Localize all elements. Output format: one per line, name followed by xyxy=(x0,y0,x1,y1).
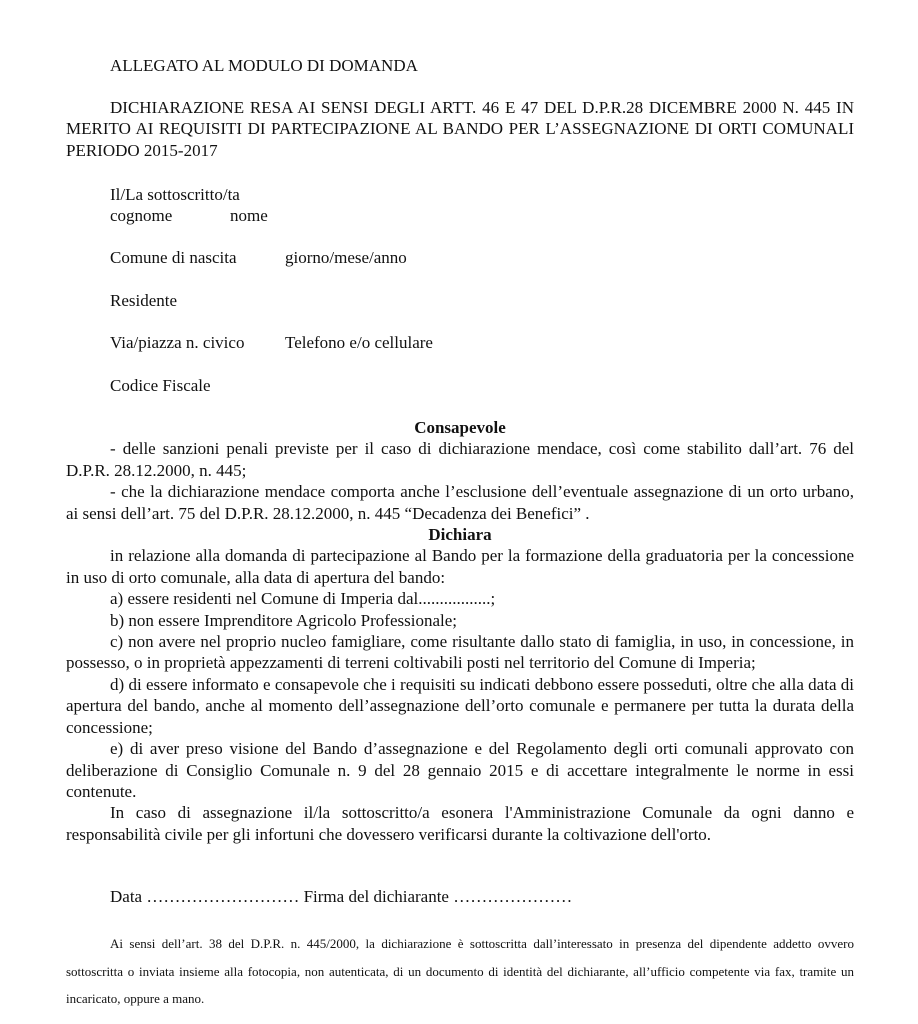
legal-note: Ai sensi dell’art. 38 del D.P.R. n. 445/2000, la dichiarazione è sottoscritta dall’interessato in presenza del dipendente addetto ovvero sottoscritta o inviata insieme alla fotocopia, non autenticata, di un documento di identità del dichiarante, all’ufficio competente via fax, tramite un incaricato, oppure a mano. xyxy=(66,936,854,1006)
dichiara-intro: in relazione alla domanda di partecipazione al Bando per la formazione della graduatoria per la concessione in uso di orto comunale, alla data di apertura del bando: xyxy=(66,546,854,587)
consapevole-item: - che la dichiarazione mendace comporta anche l’esclusione dell’eventuale assegnazione di un orto urbano, ai sensi dell’art. 75 del D.P.R. 28.12.2000, n. 445 “Decadenza dei Benefici” . xyxy=(66,482,854,523)
declaration-body xyxy=(66,417,854,845)
signature-line: Data ……………………… Firma del dichiarante ………………… xyxy=(110,887,573,906)
field-label-comune-nascita: Comune di nascita xyxy=(110,248,237,267)
esonero-paragraph: In caso di assegnazione il/la sottoscritto/a esonera l'Amministrazione Comunale da ogni danno e responsabilità civile per gli infortuni che dovessero verificarsi durante la coltivazione dell'orto. xyxy=(66,803,854,844)
dichiara-item: c) non avere nel proprio nucleo famigliare, come risultante dallo stato di famiglia, in uso, in concessione, in possesso, o in proprietà appezzamenti di terreni coltivabili posti nel territorio del Comune di Imperia; xyxy=(66,632,854,673)
dichiara-item: e) di aver preso visione del Bando d’assegnazione e del Regolamento degli orti comunali approvato con deliberazione di Consiglio Comunale n. 9 del 28 gennaio 2015 e di accettare integralmente le norme in essi contenute. xyxy=(66,739,854,801)
field-label-sottoscritto: Il/La sottoscritto/ta xyxy=(110,185,240,204)
dichiara-heading: Dichiara xyxy=(428,525,492,545)
dichiara-item: a) essere residenti nel Comune di Imperia dal.................; xyxy=(110,589,496,609)
document-heading: ALLEGATO AL MODULO DI DOMANDA xyxy=(110,56,418,75)
field-label-telefono: Telefono e/o cellulare xyxy=(285,333,433,352)
consapevole-item: - delle sanzioni penali previste per il caso di dichiarazione mendace, così come stabilito dall’art. 76 del D.P.R. 28.12.2000, n. 445; xyxy=(66,439,854,480)
field-label-data-nascita: giorno/mese/anno xyxy=(285,248,407,267)
dichiara-item: b) non essere Imprenditore Agricolo Professionale; xyxy=(110,610,457,630)
dichiara-item: d) di essere informato e consapevole che i requisiti su indicati debbono essere posseduti, oltre che alla data di apertura del bando, anche al momento dell’assegnazione dell’orto comunale e permanere per tutta la durata della concessione; xyxy=(66,674,854,737)
field-label-via: Via/piazza n. civico xyxy=(110,333,245,352)
field-label-cognome: cognome xyxy=(110,206,173,225)
field-label-residente: Residente xyxy=(110,291,178,310)
field-label-codice-fiscale: Codice Fiscale xyxy=(110,376,211,395)
field-label-nome: nome xyxy=(230,206,268,225)
consapevole-heading: Consapevole xyxy=(414,418,506,437)
document-title: DICHIARAZIONE RESA AI SENSI DEGLI ARTT. 46 E 47 DEL D.P.R.28 DICEMBRE 2000 N. 445 IN MERITO AI REQUISITI DI PARTECIPAZIONE AL BANDO PER L’ASSEGNAZIONE DI ORTI COMUNALI PERIODO 2015-2017 xyxy=(66,98,854,160)
